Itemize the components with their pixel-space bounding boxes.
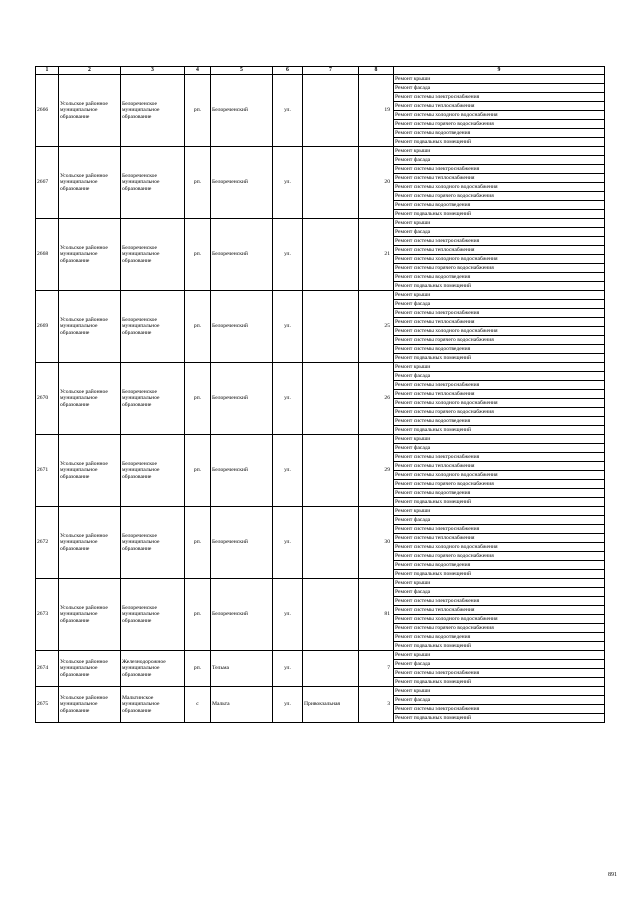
column-header: 2 [59, 67, 121, 75]
repair-item: Ремонт фасада [394, 228, 605, 237]
repair-item: Ремонт крыши [394, 435, 605, 444]
repair-item: Ремонт системы водоотведения [394, 273, 605, 282]
repair-item: Ремонт системы теплоснабжения [394, 606, 605, 615]
repair-item: Ремонт фасада [394, 372, 605, 381]
repair-item: Ремонт системы горячего водоснабжения [394, 336, 605, 345]
column-header: 8 [359, 67, 394, 75]
column-header: 7 [303, 67, 359, 75]
column-header: 5 [211, 67, 273, 75]
repair-item: Ремонт системы электроснабжения [394, 381, 605, 390]
street-name [303, 507, 359, 579]
municipal-district: Усольское районное муниципальное образование [59, 651, 121, 687]
record-number: 2671 [36, 435, 59, 507]
municipality: Белореченское муниципальное образование [121, 579, 185, 651]
column-header: 9 [394, 67, 605, 75]
record-number: 2669 [36, 291, 59, 363]
repair-item: Ремонт подвальных помещений [394, 426, 605, 435]
repair-item: Ремонт системы горячего водоснабжения [394, 120, 605, 129]
repair-item: Ремонт фасада [394, 588, 605, 597]
street-type: ул. [273, 363, 303, 435]
table-row [36, 579, 605, 588]
record-number: 2668 [36, 219, 59, 291]
municipal-district: Усольское районное муниципальное образование [59, 579, 121, 651]
table-row [36, 147, 605, 156]
repair-item: Ремонт крыши [394, 507, 605, 516]
repair-item: Ремонт подвальных помещений [394, 210, 605, 219]
repair-item: Ремонт системы водоотведения [394, 633, 605, 642]
table-body [36, 75, 605, 723]
municipal-district: Усольское районное муниципальное образование [59, 687, 121, 723]
street-type: ул. [273, 687, 303, 723]
street-type: ул. [273, 75, 303, 147]
repair-item: Ремонт крыши [394, 651, 605, 660]
street-type: ул. [273, 291, 303, 363]
street-name [303, 219, 359, 291]
repair-item: Ремонт фасада [394, 156, 605, 165]
repair-item: Ремонт системы водоотведения [394, 489, 605, 498]
repair-item: Ремонт системы водоотведения [394, 417, 605, 426]
house-number: 7 [359, 651, 394, 687]
column-header: 6 [273, 67, 303, 75]
repair-item: Ремонт системы холодного водоснабжения [394, 255, 605, 264]
repair-item: Ремонт системы теплоснабжения [394, 462, 605, 471]
repair-item: Ремонт системы холодного водоснабжения [394, 543, 605, 552]
house-number: 20 [359, 147, 394, 219]
settlement-name: Белореченский [211, 579, 273, 651]
repair-item: Ремонт фасада [394, 84, 605, 93]
repair-item: Ремонт системы электроснабжения [394, 453, 605, 462]
street-name [303, 363, 359, 435]
repair-item: Ремонт подвальных помещений [394, 138, 605, 147]
settlement-type: рп. [185, 507, 211, 579]
page-number: 891 [608, 872, 617, 878]
settlement-name: Белореченский [211, 291, 273, 363]
settlement-name: Тельма [211, 651, 273, 687]
house-number: 30 [359, 507, 394, 579]
settlement-type: рп. [185, 147, 211, 219]
street-name [303, 579, 359, 651]
street-name [303, 651, 359, 687]
repair-item: Ремонт системы горячего водоснабжения [394, 480, 605, 489]
municipal-district: Усольское районное муниципальное образование [59, 75, 121, 147]
record-number: 2667 [36, 147, 59, 219]
settlement-name: Белореченский [211, 147, 273, 219]
repair-item: Ремонт системы электроснабжения [394, 597, 605, 606]
house-number: 21 [359, 219, 394, 291]
repair-item: Ремонт крыши [394, 363, 605, 372]
repair-item: Ремонт подвальных помещений [394, 498, 605, 507]
house-number: 81 [359, 579, 394, 651]
record-number: 2666 [36, 75, 59, 147]
repair-item: Ремонт крыши [394, 687, 605, 696]
street-name [303, 291, 359, 363]
municipal-district: Усольское районное муниципальное образование [59, 219, 121, 291]
repair-item: Ремонт системы горячего водоснабжения [394, 624, 605, 633]
settlement-type: рп. [185, 363, 211, 435]
repair-item: Ремонт крыши [394, 147, 605, 156]
repair-item: Ремонт системы теплоснабжения [394, 174, 605, 183]
repair-item: Ремонт системы теплоснабжения [394, 318, 605, 327]
record-number: 2674 [36, 651, 59, 687]
settlement-type: с [185, 687, 211, 723]
house-number: 29 [359, 435, 394, 507]
settlement-name: Белореченский [211, 507, 273, 579]
table-row [36, 687, 605, 696]
municipal-district: Усольское районное муниципальное образование [59, 363, 121, 435]
repair-item: Ремонт системы холодного водоснабжения [394, 183, 605, 192]
repair-item: Ремонт системы электроснабжения [394, 525, 605, 534]
repair-item: Ремонт системы электроснабжения [394, 309, 605, 318]
repair-item: Ремонт подвальных помещений [394, 642, 605, 651]
street-type: ул. [273, 435, 303, 507]
house-number: 3 [359, 687, 394, 723]
municipality: Белореченское муниципальное образование [121, 363, 185, 435]
repair-item: Ремонт подвальных помещений [394, 570, 605, 579]
settlement-type: рп. [185, 579, 211, 651]
house-number: 26 [359, 363, 394, 435]
municipality: Железнодорожное муниципальное образование [121, 651, 185, 687]
repair-item: Ремонт системы электроснабжения [394, 165, 605, 174]
street-type: ул. [273, 147, 303, 219]
street-name: Привокзальная [303, 687, 359, 723]
repair-item: Ремонт крыши [394, 291, 605, 300]
repair-item: Ремонт системы водоотведения [394, 345, 605, 354]
repair-item: Ремонт системы холодного водоснабжения [394, 327, 605, 336]
municipal-district: Усольское районное муниципальное образование [59, 507, 121, 579]
settlement-type: рп. [185, 219, 211, 291]
municipality: Мальтинское муниципальное образование [121, 687, 185, 723]
street-name [303, 147, 359, 219]
repair-item: Ремонт подвальных помещений [394, 714, 605, 723]
street-type: ул. [273, 219, 303, 291]
municipality: Белореченское муниципальное образование [121, 147, 185, 219]
table-row [36, 363, 605, 372]
repair-item: Ремонт системы электроснабжения [394, 237, 605, 246]
repair-item: Ремонт подвальных помещений [394, 354, 605, 363]
municipality: Белореченское муниципальное образование [121, 507, 185, 579]
municipality: Белореченское муниципальное образование [121, 435, 185, 507]
table-row [36, 219, 605, 228]
record-number: 2675 [36, 687, 59, 723]
house-number: 19 [359, 75, 394, 147]
municipality: Белореченское муниципальное образование [121, 75, 185, 147]
repair-item: Ремонт системы горячего водоснабжения [394, 264, 605, 273]
repair-item: Ремонт системы холодного водоснабжения [394, 471, 605, 480]
repair-item: Ремонт крыши [394, 579, 605, 588]
repair-item: Ремонт фасада [394, 696, 605, 705]
repair-item: Ремонт системы теплоснабжения [394, 390, 605, 399]
settlement-name: Белореченский [211, 75, 273, 147]
settlement-name: Белореченский [211, 219, 273, 291]
repair-item: Ремонт системы водоотведения [394, 201, 605, 210]
repair-item: Ремонт системы горячего водоснабжения [394, 408, 605, 417]
repair-item: Ремонт системы холодного водоснабжения [394, 111, 605, 120]
street-type: ул. [273, 651, 303, 687]
repair-table [35, 66, 605, 723]
settlement-type: рп. [185, 651, 211, 687]
repair-item: Ремонт системы холодного водоснабжения [394, 399, 605, 408]
repair-item: Ремонт подвальных помещений [394, 678, 605, 687]
repair-item: Ремонт системы водоотведения [394, 561, 605, 570]
table-row [36, 507, 605, 516]
repair-item: Ремонт фасада [394, 444, 605, 453]
municipality: Белореченское муниципальное образование [121, 291, 185, 363]
repair-item: Ремонт крыши [394, 75, 605, 84]
street-name [303, 435, 359, 507]
repair-item: Ремонт системы теплоснабжения [394, 246, 605, 255]
repair-item: Ремонт системы холодного водоснабжения [394, 615, 605, 624]
repair-item: Ремонт системы теплоснабжения [394, 534, 605, 543]
municipal-district: Усольское районное муниципальное образование [59, 435, 121, 507]
settlement-type: рп. [185, 75, 211, 147]
repair-item: Ремонт системы электроснабжения [394, 705, 605, 714]
settlement-type: рп. [185, 435, 211, 507]
repair-item: Ремонт системы горячего водоснабжения [394, 192, 605, 201]
street-name [303, 75, 359, 147]
street-type: ул. [273, 507, 303, 579]
municipal-district: Усольское районное муниципальное образование [59, 291, 121, 363]
repair-item: Ремонт системы горячего водоснабжения [394, 552, 605, 561]
column-header: 3 [121, 67, 185, 75]
repair-item: Ремонт подвальных помещений [394, 282, 605, 291]
repair-item: Ремонт фасада [394, 660, 605, 669]
column-header: 1 [36, 67, 59, 75]
repair-item: Ремонт системы электроснабжения [394, 669, 605, 678]
repair-item: Ремонт крыши [394, 219, 605, 228]
municipality: Белореченское муниципальное образование [121, 219, 185, 291]
table-row [36, 291, 605, 300]
record-number: 2670 [36, 363, 59, 435]
record-number: 2673 [36, 579, 59, 651]
column-header: 4 [185, 67, 211, 75]
repair-item: Ремонт фасада [394, 516, 605, 525]
table-row [36, 75, 605, 84]
repair-item: Ремонт системы водоотведения [394, 129, 605, 138]
settlement-name: Белореченский [211, 363, 273, 435]
repair-item: Ремонт фасада [394, 300, 605, 309]
table-row [36, 435, 605, 444]
settlement-name: Мальта [211, 687, 273, 723]
street-type: ул. [273, 579, 303, 651]
house-number: 25 [359, 291, 394, 363]
record-number: 2672 [36, 507, 59, 579]
settlement-type: рп. [185, 291, 211, 363]
municipal-district: Усольское районное муниципальное образование [59, 147, 121, 219]
repair-item: Ремонт системы теплоснабжения [394, 102, 605, 111]
table-row [36, 651, 605, 660]
settlement-name: Белореченский [211, 435, 273, 507]
table-header [36, 67, 605, 75]
repair-item: Ремонт системы электроснабжения [394, 93, 605, 102]
